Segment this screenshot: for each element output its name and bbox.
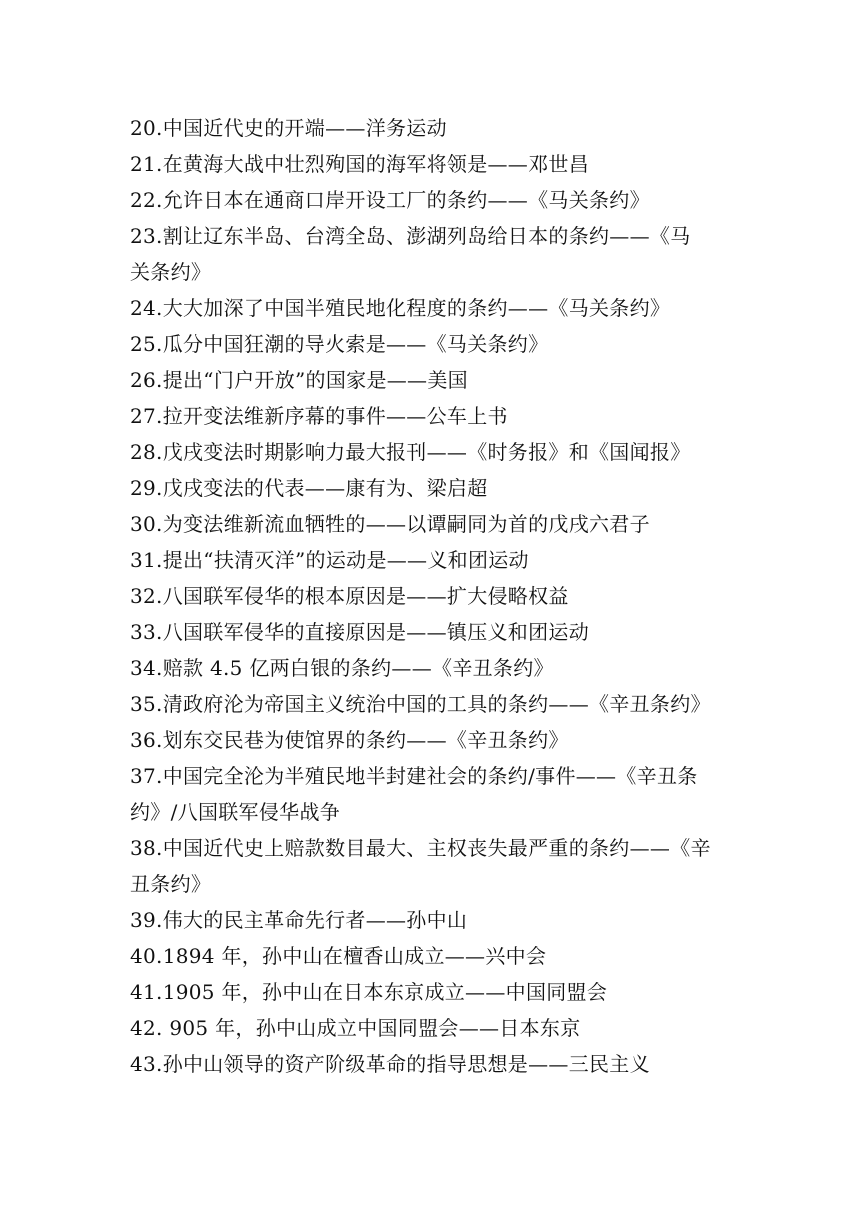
text-line: 40.1894 年，孙中山在檀香山成立——兴中会: [130, 944, 547, 968]
text-line: 42. 905 年，孙中山成立中国同盟会——日本东京: [130, 1016, 581, 1040]
text-line: 41.1905 年，孙中山在日本东京成立——中国同盟会: [130, 980, 608, 1004]
text-line: 23.割让辽东半岛、台湾全岛、澎湖列岛给日本的条约——《马: [130, 224, 691, 248]
text-line: 43.孙中山领导的资产阶级革命的指导思想是——三民主义: [130, 1052, 650, 1076]
text-line: 24.大大加深了中国半殖民地化程度的条约——《马关条约》: [130, 296, 671, 320]
text-line: 37.中国完全沦为半殖民地半封建社会的条约/事件——《辛丑条: [130, 764, 698, 788]
text-line: 39.伟大的民主革命先行者——孙中山: [130, 908, 468, 932]
text-line: 36.划东交民巷为使馆界的条约——《辛丑条约》: [130, 728, 569, 752]
text-line: 20.中国近代史的开端——洋务运动: [130, 116, 447, 140]
text-line: 33.八国联军侵华的直接原因是——镇压义和团运动: [130, 620, 590, 644]
text-line: 32.八国联军侵华的根本原因是——扩大侵略权益: [130, 584, 569, 608]
text-line: 29.戊戌变法的代表——康有为、梁启超: [130, 476, 488, 500]
text-line: 30.为变法维新流血牺牲的——以谭嗣同为首的戊戌六君子: [130, 512, 650, 536]
text-line: 26.提出“门户开放”的国家是——美国: [130, 368, 468, 392]
text-line: 22.允许日本在通商口岸开设工厂的条约——《马关条约》: [130, 188, 650, 212]
text-line: 35.清政府沦为帝国主义统治中国的工具的条约——《辛丑条约》: [130, 692, 711, 716]
text-line: 关条约》: [130, 260, 212, 284]
text-line: 25.瓜分中国狂潮的导火索是——《马关条约》: [130, 332, 549, 356]
text-line: 21.在黄海大战中壮烈殉国的海军将领是——邓世昌: [130, 152, 590, 176]
text-line: 31.提出“扶清灭洋”的运动是——义和团运动: [130, 548, 529, 572]
text-line: 约》/八国联军侵华战争: [130, 800, 341, 824]
text-line: 34.赔款 4.5 亿两白银的条约——《辛丑条约》: [130, 656, 554, 680]
text-line: 38.中国近代史上赔款数目最大、主权丧失最严重的条约——《辛: [130, 836, 711, 860]
text-line: 27.拉开变法维新序幕的事件——公车上书: [130, 404, 508, 428]
text-line: 28.戊戌变法时期影响力最大报刊——《时务报》和《国闻报》: [130, 440, 691, 464]
document-body: [130, 110, 742, 1082]
text-line: 丑条约》: [130, 872, 212, 896]
